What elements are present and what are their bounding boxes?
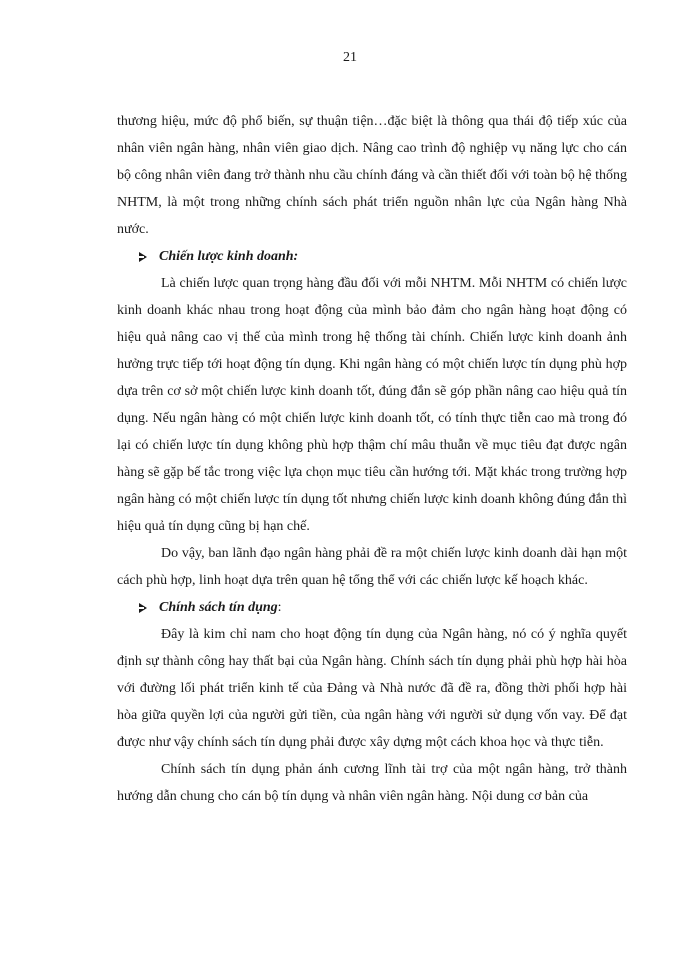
- paragraph-leadership: Do vậy, ban lãnh đạo ngân hàng phải đề ra một chiến lược kinh doanh dài hạn một cách phù hợp, linh hoạt dựa trên quan hệ tổng thể với các chiến lược kế hoạch khác.: [117, 546, 627, 588]
- heading-business-strategy-text: Chiến lược kinh doanh:: [159, 249, 299, 264]
- heading-credit-policy-colon: :: [277, 600, 282, 615]
- arrow-bullet-icon: [139, 252, 147, 262]
- paragraph-branding: thương hiệu, mức độ phổ biến, sự thuận tiện…đặc biệt là thông qua thái độ tiếp xúc của nhân viên ngân hàng, nhân viên giao dịch. Nâng cao trình độ nghiệp vụ năng lực cho cán bộ công nhân viên đang trở thành nhu cầu chính đáng và cần thiết đối với toàn bộ hệ thống NHTM, là một trong những chính sách phát triển nguồn nhân lực của Ngân hàng Nhà nước.: [117, 114, 627, 237]
- page-number: 21: [343, 50, 357, 65]
- page-body: [117, 108, 627, 810]
- heading-credit-policy-text: Chính sách tín dụng: [159, 600, 278, 615]
- arrow-bullet-icon: [139, 603, 147, 613]
- heading-credit-policy: [117, 594, 627, 621]
- paragraph-credit-policy-content: Chính sách tín dụng phản ánh cương lĩnh tài trợ của một ngân hàng, trở thành hướng dẫn chung cho cán bộ tín dụng và nhân viên ngân hàng. Nội dung cơ bản của: [117, 762, 627, 804]
- heading-business-strategy: [117, 243, 627, 270]
- paragraph-business-strategy: Là chiến lược quan trọng hàng đầu đối với mỗi NHTM. Mỗi NHTM có chiến lược kinh doanh khác nhau trong hoạt động của mình bảo đảm cho ngân hàng hoạt động có hiệu quả nâng cao vị thế của mình trong hệ thống tài chính. Chiến lược kinh doanh ảnh hưởng trực tiếp tới hoạt động tín dụng. Khi ngân hàng có một chiến lược tín dụng phù hợp dựa trên cơ sở một chiến lược kinh doanh tốt, đúng đắn sẽ góp phần nâng cao hiệu quả tín dụng. Nếu ngân hàng có một chiến lược kinh doanh tốt, có tính thực tiễn cao mà trong đó lại có chiến lược tín dụng không phù hợp thậm chí mâu thuẫn về mục tiêu đạt được ngân hàng sẽ gặp bế tắc trong việc lựa chọn mục tiêu cần hướng tới. Mặt khác trong trường hợp ngân hàng có một chiến lược tín dụng tốt nhưng chiến lược kinh doanh không đúng đắn thì hiệu quả tín dụng cũng bị hạn chế.: [117, 276, 627, 534]
- paragraph-credit-policy: Đây là kim chỉ nam cho hoạt động tín dụng của Ngân hàng, nó có ý nghĩa quyết định sự thành công hay thất bại của Ngân hàng. Chính sách tín dụng phải phù hợp hài hòa với đường lối phát triển kinh tế của Đảng và Nhà nước đã đề ra, đồng thời phối hợp hài hòa giữa quyền lợi của người gửi tiền, của ngân hàng với người sử dụng vốn vay. Để đạt được như vậy chính sách tín dụng phải được xây dựng một cách khoa học và thực tiễn.: [117, 627, 627, 750]
